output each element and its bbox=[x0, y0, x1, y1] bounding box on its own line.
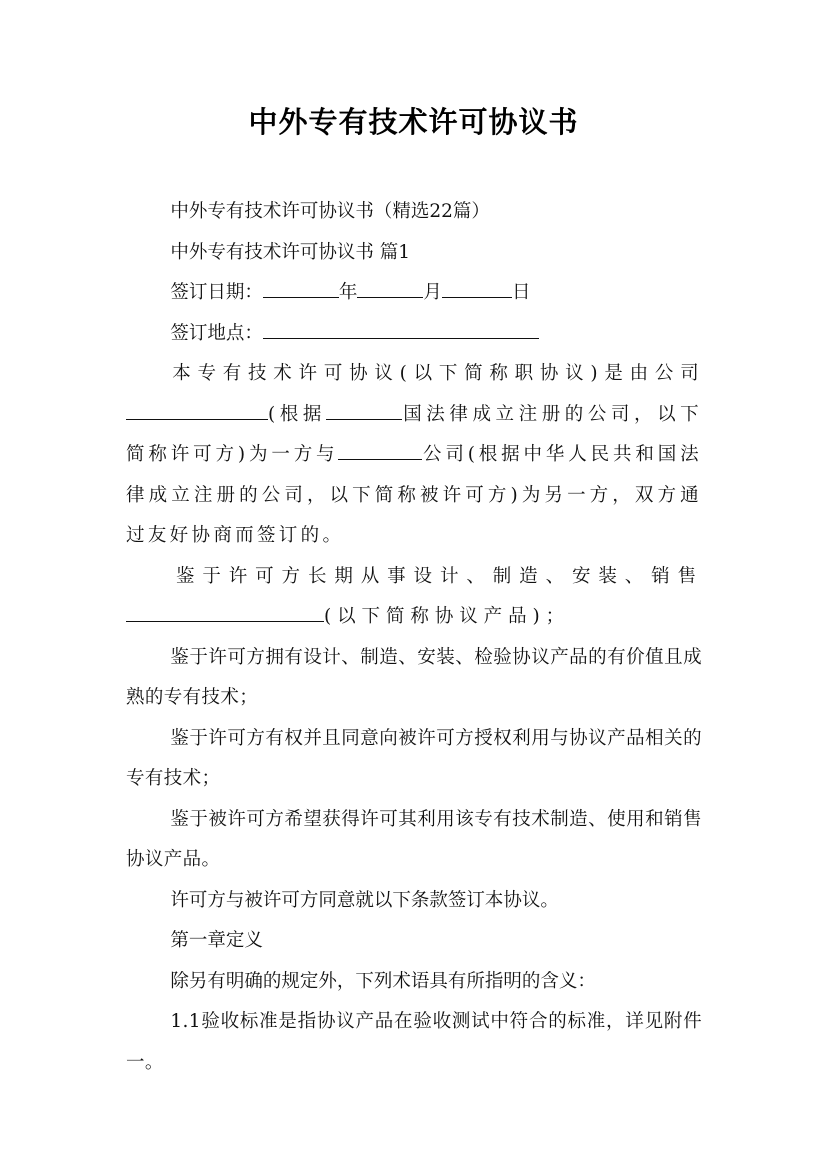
licensor-company-blank bbox=[126, 398, 268, 419]
licensee-company-blank bbox=[338, 439, 422, 460]
sign-place-line bbox=[126, 314, 702, 355]
document-title: 中外专有技术许可协议书 bbox=[248, 105, 579, 139]
sign-date-line bbox=[126, 273, 702, 314]
year-label: 年 bbox=[338, 282, 358, 303]
document-subtitle: 中外专有技术许可协议书（精选22篇） bbox=[170, 201, 490, 222]
preamble-text-2: (根据 bbox=[268, 403, 326, 425]
place-blank bbox=[263, 317, 539, 338]
definitions-intro: 除另有明确的规定外，下列术语具有所指明的含义： bbox=[170, 970, 596, 992]
month-label: 月 bbox=[423, 282, 442, 303]
document-body bbox=[126, 192, 702, 1083]
preamble-text-1: 本专有技术许可协议(以下简称职协议)是由公司 bbox=[172, 363, 702, 384]
whereas-1-paragraph bbox=[126, 557, 702, 638]
sign-place-label: 签订地点： bbox=[170, 322, 263, 344]
whereas-1-text-2: (以下简称协议产品)； bbox=[324, 606, 571, 627]
whereas-4-paragraph: 鉴于被许可方希望获得许可其利用该专有技术制造、使用和销售协议产品。 bbox=[126, 808, 702, 870]
preamble-paragraph bbox=[126, 354, 702, 557]
preamble-text-3: 国法律成立注册的公司，以下简称许可方)为一方与 bbox=[126, 403, 702, 465]
whereas-3-paragraph: 鉴于许可方有权并且同意向被许可方授权利用与协议产品相关的专有技术； bbox=[126, 727, 702, 789]
whereas-2-paragraph: 鉴于许可方拥有设计、制造、安装、检验协议产品的有价值且成熟的专有技术； bbox=[126, 646, 702, 708]
day-label: 日 bbox=[511, 282, 531, 303]
day-blank bbox=[442, 277, 512, 298]
year-blank bbox=[263, 277, 339, 298]
licensor-country-blank bbox=[326, 398, 402, 419]
agreement-paragraph: 许可方与被许可方同意就以下条款签订本协议。 bbox=[170, 889, 559, 911]
whereas-1-text-1: 鉴于许可方长期从事设计、制造、安装、销售 bbox=[175, 565, 702, 587]
product-blank bbox=[126, 601, 324, 622]
month-blank bbox=[357, 277, 423, 298]
clause-1-1: 1.1验收标准是指协议产品在验收测试中符合的标准，详见附件一。 bbox=[126, 1011, 702, 1073]
preamble-text-4: 公司(根据中华人民共和国法律成立注册的公司，以下简称被许可方)为另一方，双方通过友好协商而签订的。 bbox=[126, 444, 702, 546]
chapter-heading: 第一章定义 bbox=[170, 930, 263, 951]
section-heading: 中外专有技术许可协议书 篇1 bbox=[170, 241, 411, 263]
sign-date-label: 签订日期： bbox=[170, 282, 263, 303]
